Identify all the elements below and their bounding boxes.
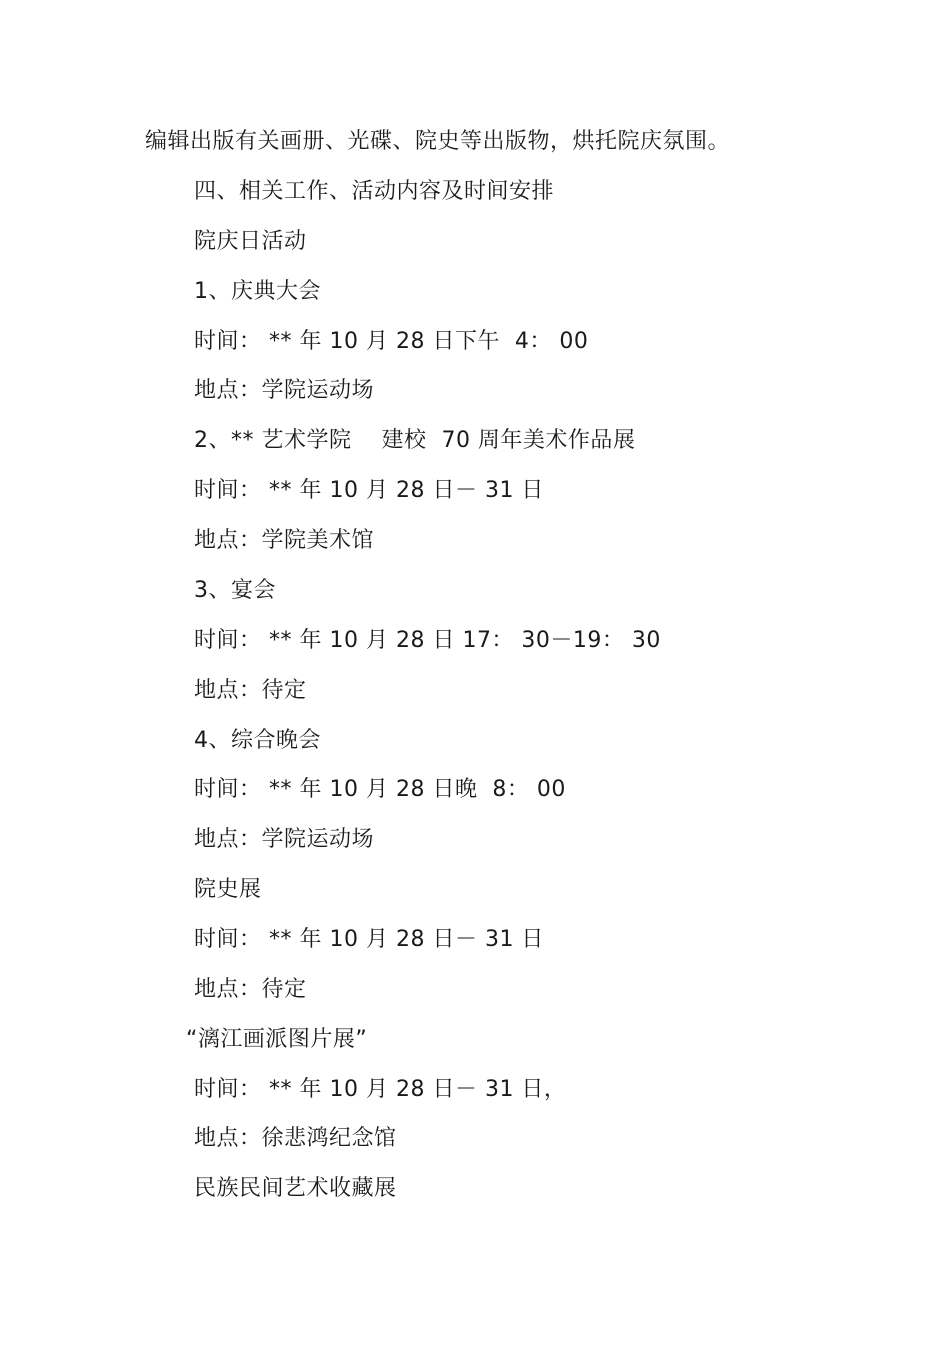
subsection-heading: “漓江画派图片展” xyxy=(186,1027,368,1052)
event-time: 时间： ** 年 10 月 28 日晚 8： 00 xyxy=(194,777,566,802)
event-time: 时间： ** 年 10 月 28 日 17： 30－19： 30 xyxy=(194,628,661,653)
event-location: 地点：徐悲鸿纪念馆 xyxy=(194,1126,397,1151)
event-title: 1、庆典大会 xyxy=(194,279,321,304)
event-location: 地点：学院美术馆 xyxy=(194,528,375,553)
event-time: 时间： ** 年 10 月 28 日下午 4： 00 xyxy=(194,329,589,354)
paragraph-line: 编辑出版有关画册、光碟、院史等出版物，烘托院庆氛围。 xyxy=(145,129,731,154)
section-heading: 四、相关工作、活动内容及时间安排 xyxy=(194,179,555,204)
event-location: 地点：待定 xyxy=(194,678,307,703)
event-location: 地点：待定 xyxy=(194,977,307,1002)
event-location: 地点：学院运动场 xyxy=(194,827,375,852)
event-title: 4、综合晚会 xyxy=(194,728,321,753)
event-title: 2、** 艺术学院 建校 70 周年美术作品展 xyxy=(194,428,636,453)
event-time: 时间： ** 年 10 月 28 日－ 31 日 xyxy=(194,478,544,503)
subsection-heading: 院史展 xyxy=(194,877,262,902)
event-title: 3、宴会 xyxy=(194,578,276,603)
event-time: 时间： ** 年 10 月 28 日－ 31 日， xyxy=(194,1077,567,1102)
subsection-heading: 民族民间艺术收藏展 xyxy=(194,1176,397,1201)
event-time: 时间： ** 年 10 月 28 日－ 31 日 xyxy=(194,927,544,952)
subsection-heading: 院庆日活动 xyxy=(194,229,307,254)
event-location: 地点：学院运动场 xyxy=(194,378,375,403)
